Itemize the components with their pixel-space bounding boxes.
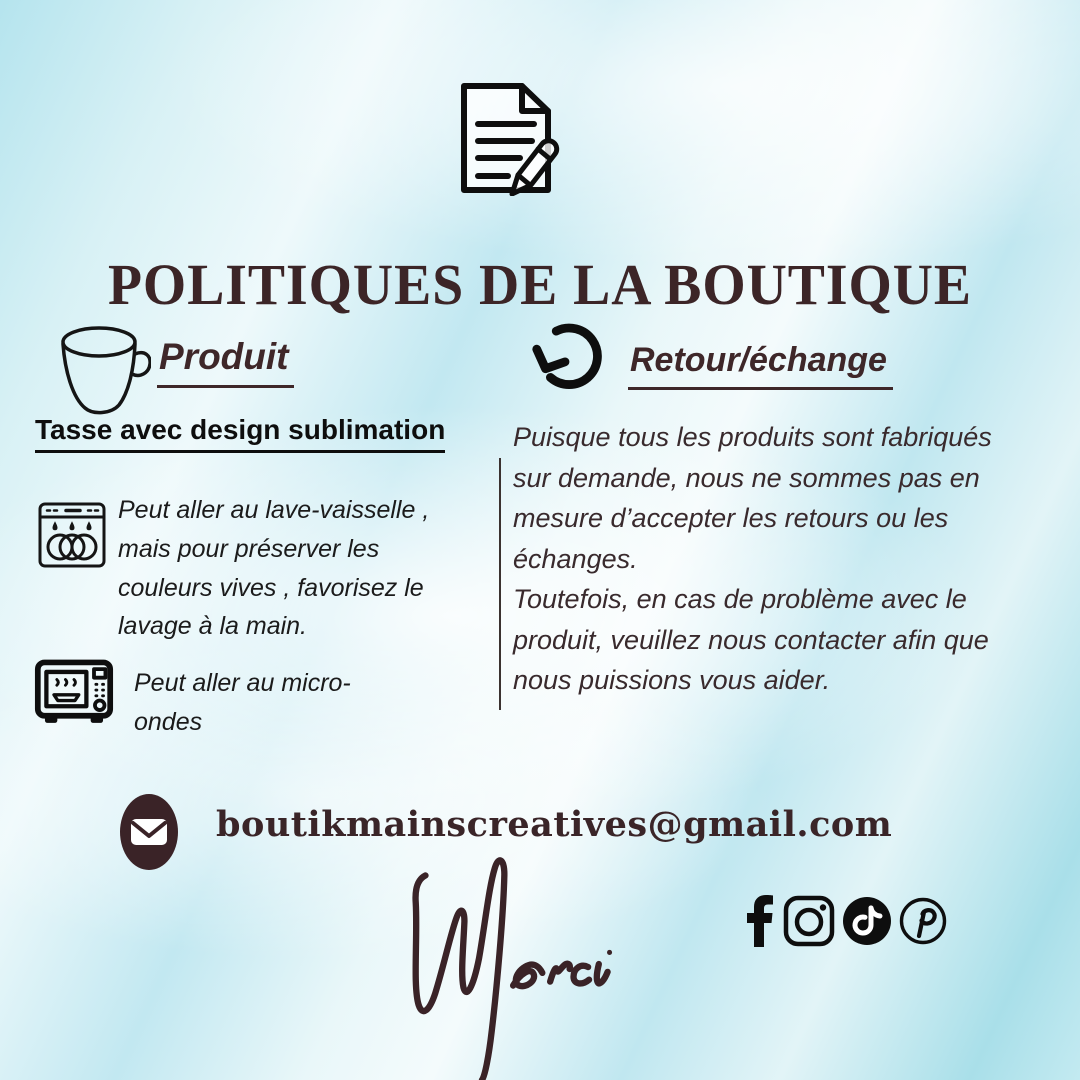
- facebook-icon[interactable]: [742, 895, 776, 947]
- product-heading: Produit: [157, 336, 294, 388]
- dishwasher-note: Peut aller au lave-vaisselle , mais pour préserver les couleurs vives , favorisez le lavage à la main.: [118, 496, 430, 641]
- product-subheading: Tasse avec design sublimation: [35, 414, 445, 453]
- contact-email[interactable]: boutikmainscreatives@gmail.com: [216, 804, 893, 845]
- microwave-icon: [34, 656, 114, 726]
- pinterest-icon[interactable]: [898, 896, 948, 946]
- merci-script: [393, 856, 643, 1080]
- social-icons-row: [742, 894, 948, 948]
- dishwasher-icon: [36, 499, 108, 571]
- paragraph-divider-line: [499, 458, 501, 710]
- returns-paragraph-2: Toutefois, en cas de problème avec le produit, veuillez nous contacter afin que nous puissions vous aider.: [513, 584, 989, 695]
- returns-paragraph: [513, 417, 1019, 701]
- page-title: POLITIQUES DE LA BOUTIQUE: [107, 251, 973, 317]
- mug-icon: [55, 320, 151, 424]
- document-pencil-icon: [450, 78, 562, 196]
- instagram-icon[interactable]: [782, 894, 836, 948]
- returns-heading: Retour/échange: [628, 341, 893, 390]
- returns-paragraph-1: Puisque tous les produits sont fabriqués sur demande, nous ne sommes pas en mesure d’accepter les retours ou les échanges.: [513, 422, 992, 574]
- return-arrow-icon: [527, 316, 605, 396]
- microwave-note: Peut aller au micro-ondes: [134, 669, 351, 736]
- email-icon: [119, 793, 179, 871]
- tiktok-icon[interactable]: [842, 896, 892, 946]
